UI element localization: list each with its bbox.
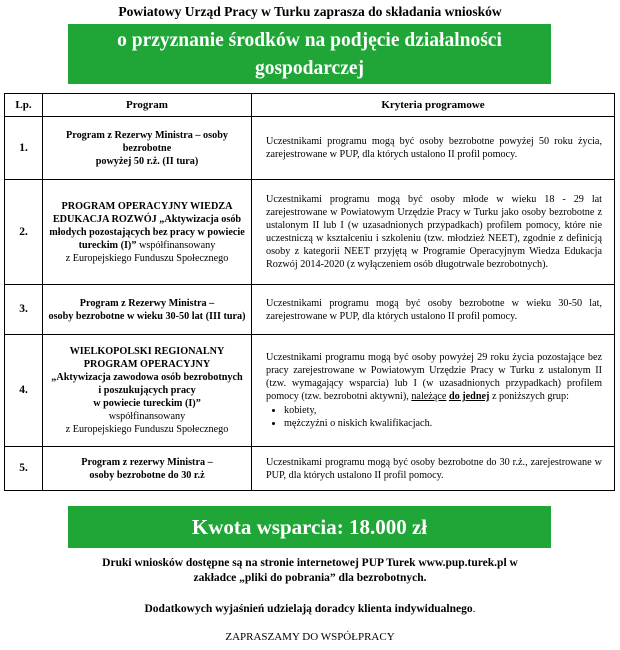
criteria-group-list: [266, 404, 602, 430]
table-row: [5, 447, 615, 491]
list-item: • kobiety,: [284, 404, 602, 417]
program-name: [43, 447, 252, 491]
program-fund: z Europejskiego Funduszu Społecznego: [65, 424, 229, 435]
program-criteria: Uczestnikami programu mogą być osoby młode w wieku 18 - 29 lat zarejestrowane w Powiatowym Urzędzie Pracy w Turku jako osoby bezrobotne z ustalonym II lub I (w uzasadnionych przypadkach) profilem pomocy, które nie uczestniczą w kształceniu i szkoleniu (tzw. młodzież NEET), zgodnie z definicją osoby z kategorii NEET przyjętą w Programie Operacyjnym Wiedza Edukacja Rozwój 2014-2020 (z wyłączeniem osób długotrwale bezrobotnych).: [252, 180, 615, 285]
footer-forms-info-2: zakładce „pliki do pobrania” dla bezrobotnych.: [193, 572, 427, 584]
table-row: [5, 180, 615, 285]
program-title: [47, 200, 247, 252]
criteria-text-end: z poniższych grup:: [491, 391, 569, 402]
program-fund: z Europejskiego Funduszu Społecznego: [65, 252, 229, 264]
program-name: [43, 285, 252, 335]
list-item: • mężczyźni o niskich kwalifikacjach.: [284, 417, 602, 430]
header-lp: Lp.: [5, 94, 43, 117]
footer-advisors-text: Dodatkowych wyjaśnień udzielają doradcy klienta indywidualnego: [144, 603, 473, 615]
criteria-underlined-bold: do jednej: [448, 391, 490, 402]
program-line: Program z Rezerwy Ministra – osoby: [66, 129, 228, 141]
program-line: bezrobotne: [122, 142, 172, 154]
program-line: i poszukujących pracy: [98, 385, 196, 396]
footer-forms-info: Druki wniosków dostępne są na stronie internetowej PUP Turek www.pup.turek.pl w: [102, 557, 518, 569]
row-number: 3.: [5, 285, 43, 335]
program-line: PROGRAM OPERACYJNY: [83, 359, 211, 370]
criteria-underlined: należące: [411, 391, 447, 402]
banner-line-2: gospodarczej: [254, 58, 365, 79]
criteria-text: Uczestnikami programu mogą być osoby powyżej 29 roku życia pozostające bez pracy zarejestrowane w Powiatowym Urzędzie Pracy w Turku z ustalonym II (tzw. wymagający wsparcia) lub I (w uzasadnionych przypadkach) profilem pomocy (tzw. bezrobotni aktywni),: [266, 352, 602, 402]
row-number: 5.: [5, 447, 43, 491]
program-line: osoby bezrobotne w wieku 30-50 lat (III tura): [48, 310, 246, 322]
program-line: Program z rezerwy Ministra –: [81, 456, 213, 468]
program-cofinanced: współfinansowany: [138, 239, 216, 251]
table-row: [5, 117, 615, 180]
program-criteria: Uczestnikami programu mogą być osoby bezrobotne w wieku 30-50 lat, zarejestrowane w PUP, dla których ustalono II profil pomocy.: [252, 285, 615, 335]
program-line: WIELKOPOLSKI REGIONALNY: [69, 346, 225, 357]
program-name: [43, 335, 252, 447]
program-criteria: Uczestnikami programu mogą być osoby bezrobotne powyżej 50 roku życia, zarejestrowane w PUP, dla których ustalono II profil pomocy.: [252, 117, 615, 180]
program-criteria: [252, 335, 615, 447]
row-number: 4.: [5, 335, 43, 447]
table-header-row: [5, 94, 615, 117]
program-name: [43, 117, 252, 180]
program-line: Program z Rezerwy Ministra –: [79, 297, 215, 309]
program-name: [43, 180, 252, 285]
support-amount-banner: Kwota wsparcia: 18.000 zł: [68, 506, 551, 548]
row-number: 1.: [5, 117, 43, 180]
footer-advisors-period: .: [472, 603, 476, 615]
program-line: „Aktywizacja zawodowa osób bezrobotnych: [51, 372, 243, 383]
row-number: 2.: [5, 180, 43, 285]
table-row: [5, 335, 615, 447]
program-bold-text: PROGRAM OPERACYJNY WIEDZA EDUKACJA ROZWÓJ „Aktywizacja osób młodych pozostających bez pracy w powiecie tureckim (I)”: [49, 200, 245, 251]
program-cofinanced: współfinansowany: [108, 411, 186, 422]
program-criteria: Uczestnikami programu mogą być osoby bezrobotne do 30 r.ż., zarejestrowane w PUP, dla których ustalono II profil pomocy.: [252, 447, 615, 491]
program-line: osoby bezrobotne do 30 r.ż: [89, 469, 205, 481]
title-banner: [68, 24, 551, 84]
header-criteria: Kryteria programowe: [252, 94, 615, 117]
page-title: Powiatowy Urząd Pracy w Turku zaprasza do składania wniosków: [118, 4, 502, 19]
banner-line-1: o przyznanie środków na podjęcie działalności: [117, 30, 502, 51]
table-row: [5, 285, 615, 335]
programs-table: [4, 93, 615, 491]
header-program: Program: [43, 94, 252, 117]
program-line: powyżej 50 r.ż. (II tura): [95, 155, 199, 167]
footer-advisors: [0, 602, 620, 617]
footer-invitation: ZAPRASZAMY DO WSPÓŁPRACY: [225, 631, 395, 643]
program-line: w powiecie tureckim (I)”: [93, 398, 201, 409]
